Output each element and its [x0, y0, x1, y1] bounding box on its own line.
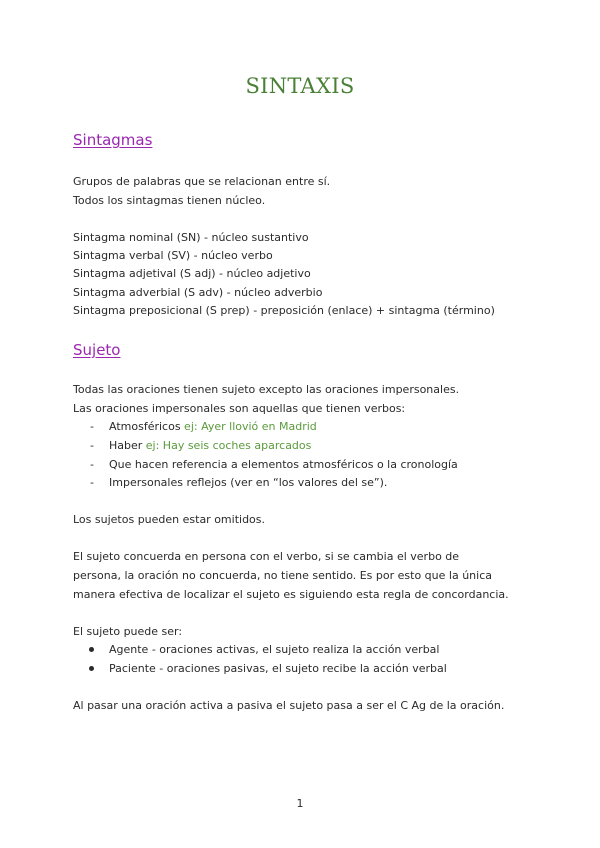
- verb-type-item: [109, 439, 311, 453]
- verb-type-example: ej: Hay seis coches aparcados: [145, 439, 312, 452]
- sintagma-type-preposicional: Sintagma preposicional (S prep) - preposición (enlace) + sintagma (término): [73, 304, 495, 317]
- agreement-line: manera efectiva de localizar el sujeto es siguiendo esta regla de concordancia.: [73, 588, 509, 601]
- sintagma-type-adverbial: Sintagma adverbial (S adv) - núcleo adverbio: [73, 286, 323, 299]
- sintagmas-intro-line: Todos los sintagmas tienen núcleo.: [73, 194, 266, 207]
- sintagma-type-adjetival: Sintagma adjetival (S adj) - núcleo adjetivo: [73, 267, 311, 280]
- document-title: SINTAXIS: [245, 74, 355, 98]
- verb-type-label: Impersonales reflejos (ver en “los valores del se”).: [109, 476, 388, 489]
- sujeto-intro-line: Las oraciones impersonales son aquellas que tienen verbos:: [73, 402, 406, 415]
- can-be-item-agente: Agente - oraciones activas, el sujeto realiza la acción verbal: [109, 643, 440, 656]
- bullet-marker: [89, 666, 94, 671]
- verb-type-item: [109, 458, 458, 472]
- bullet-marker: [89, 647, 94, 652]
- can-be-item-paciente: Paciente - oraciones pasivas, el sujeto recibe la acción verbal: [109, 662, 447, 675]
- dash-marker: -: [90, 420, 94, 433]
- agreement-line: El sujeto concuerda en persona con el verbo, si se cambia el verbo de: [73, 550, 460, 563]
- sintagma-type-verbal: Sintagma verbal (SV) - núcleo verbo: [73, 249, 273, 262]
- sujeto-heading: Sujeto: [73, 341, 121, 359]
- sintagmas-intro-line: Grupos de palabras que se relacionan entre sí.: [73, 175, 331, 188]
- dash-marker: -: [90, 439, 94, 452]
- verb-type-example: ej: Ayer llovió en Madrid: [184, 420, 317, 433]
- verb-type-item: [109, 476, 387, 490]
- agreement-line: persona, la oración no concuerda, no tiene sentido. Es por esto que la única: [73, 569, 492, 582]
- verb-type-label: Haber: [109, 439, 146, 452]
- dash-marker: -: [90, 458, 94, 471]
- verb-type-label: Atmosféricos: [109, 420, 185, 433]
- passive-note: Al pasar una oración activa a pasiva el sujeto pasa a ser el C Ag de la oración.: [73, 699, 505, 712]
- sintagma-type-nominal: Sintagma nominal (SN) - núcleo sustantivo: [73, 231, 309, 244]
- dash-marker: -: [90, 476, 94, 489]
- sujeto-omitted-text: Los sujetos pueden estar omitidos.: [73, 513, 266, 526]
- verb-type-label: Que hacen referencia a elementos atmosféricos o la cronología: [109, 458, 458, 471]
- page-number: 1: [296, 797, 304, 810]
- sintagmas-heading: Sintagmas: [73, 131, 153, 149]
- verb-type-item: [109, 420, 317, 434]
- can-be-intro: El sujeto puede ser:: [73, 625, 183, 638]
- sujeto-intro-line: Todas las oraciones tienen sujeto excepto las oraciones impersonales.: [73, 383, 460, 396]
